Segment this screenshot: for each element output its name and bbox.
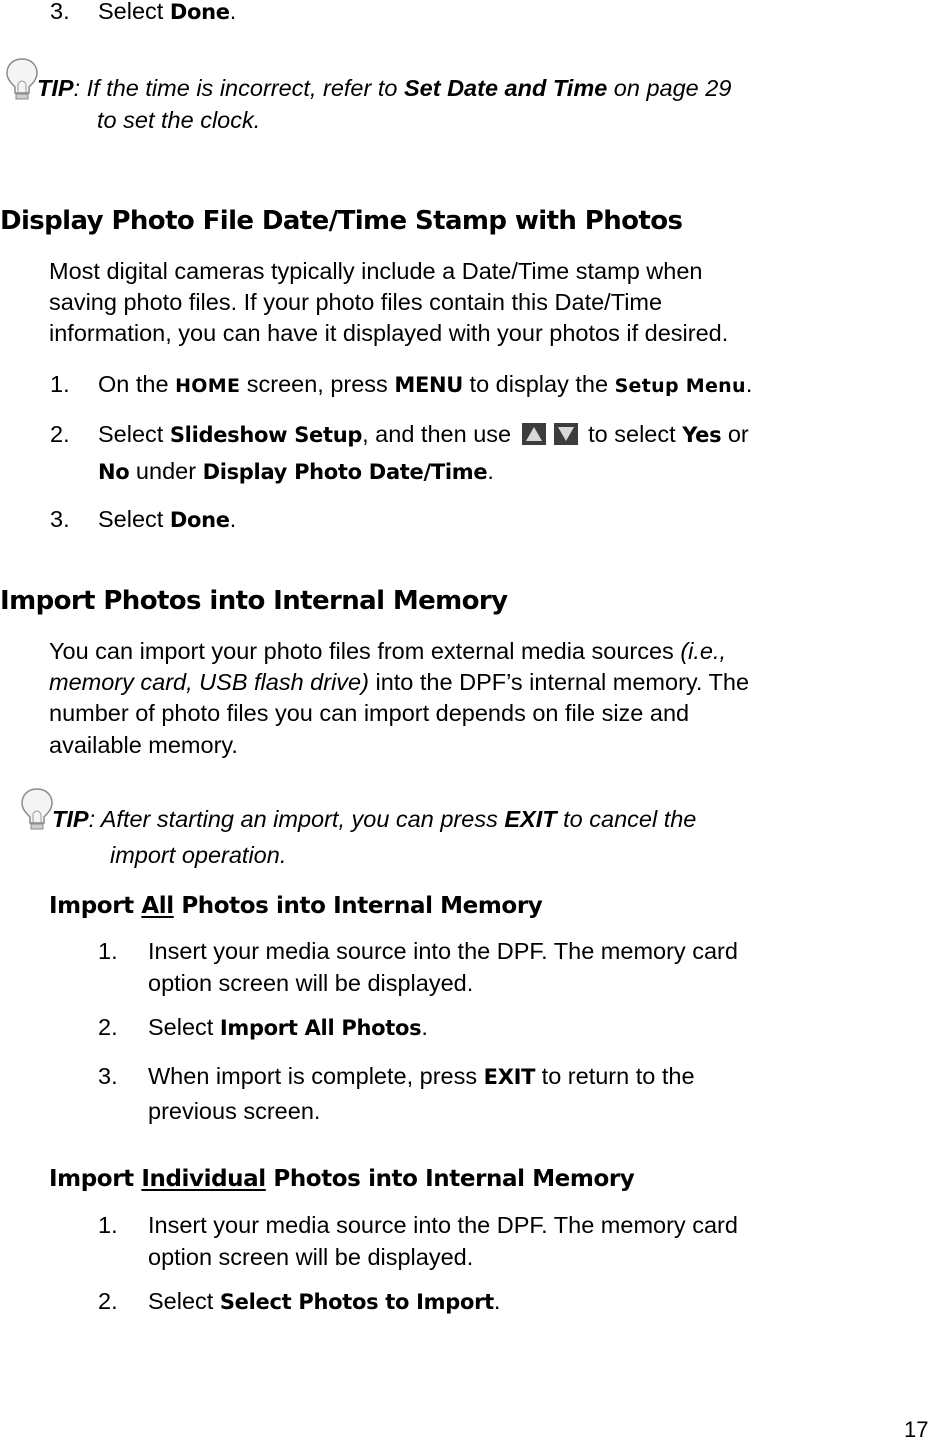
step-text: Select Select Photos to Import. (148, 1288, 501, 1314)
step-text: Select Import All Photos. (148, 1014, 428, 1040)
tip-note-line2: import operation. (110, 842, 287, 868)
subsection-heading: Import All Photos into Internal Memory (49, 893, 543, 919)
step-number: 1. (98, 1212, 118, 1238)
step-number: 3. (98, 1063, 118, 1089)
section-heading: Import Photos into Internal Memory (0, 586, 508, 616)
paragraph-line: number of photo files you can import depends on file size and (49, 700, 690, 726)
tip-note: TIP: After starting an import, you can press EXIT to cancel the (52, 806, 697, 832)
lightbulb-icon (17, 786, 57, 832)
paragraph-line: saving photo files. If your photo files contain this Date/Time (49, 289, 663, 315)
paragraph-line: memory card, USB flash drive) into the DPF’s internal memory. The (49, 669, 750, 695)
down-arrow-button-icon (554, 423, 578, 445)
paragraph-line: You can import your photo files from external media sources (i.e., (49, 638, 727, 664)
step-text: When import is complete, press EXIT to return to the (148, 1063, 695, 1089)
step-text-line2: No under Display Photo Date/Time. (98, 458, 494, 484)
step-number: 2. (98, 1288, 118, 1314)
step-number: 3. (50, 0, 70, 24)
step-text: On the HOME screen, press MENU to display the Setup Menu. (98, 371, 753, 397)
step-text: Insert your media source into the DPF. The memory card (148, 938, 738, 964)
step-text-line2: option screen will be displayed. (148, 1244, 474, 1270)
paragraph-line: available memory. (49, 732, 238, 758)
step-number: 3. (50, 506, 70, 532)
step-number: 2. (50, 421, 70, 447)
tip-note: TIP: If the time is incorrect, refer to Set Date and Time on page 29 (37, 75, 732, 101)
section-heading: Display Photo File Date/Time Stamp with Photos (0, 206, 683, 236)
top-step-text: Select Done. (98, 0, 237, 24)
step-text-line2: previous screen. (148, 1098, 321, 1124)
tip-note-line2: to set the clock. (97, 107, 261, 133)
paragraph-line: information, you can have it displayed with your photos if desired. (49, 320, 729, 346)
step-number: 2. (98, 1014, 118, 1040)
subsection-heading: Import Individual Photos into Internal Memory (49, 1166, 635, 1192)
lightbulb-icon (2, 56, 42, 102)
step-text-line2: option screen will be displayed. (148, 970, 474, 996)
page-number: 17 (904, 1417, 929, 1442)
step-text: Select Done. (98, 506, 237, 532)
up-arrow-button-icon (522, 423, 546, 445)
step-text: Insert your media source into the DPF. The memory card (148, 1212, 738, 1238)
step-number: 1. (98, 938, 118, 964)
step-number: 1. (50, 371, 70, 397)
step-text: Select Slideshow Setup, and then use to select Yes or (98, 421, 749, 447)
paragraph-line: Most digital cameras typically include a Date/Time stamp when (49, 258, 703, 284)
